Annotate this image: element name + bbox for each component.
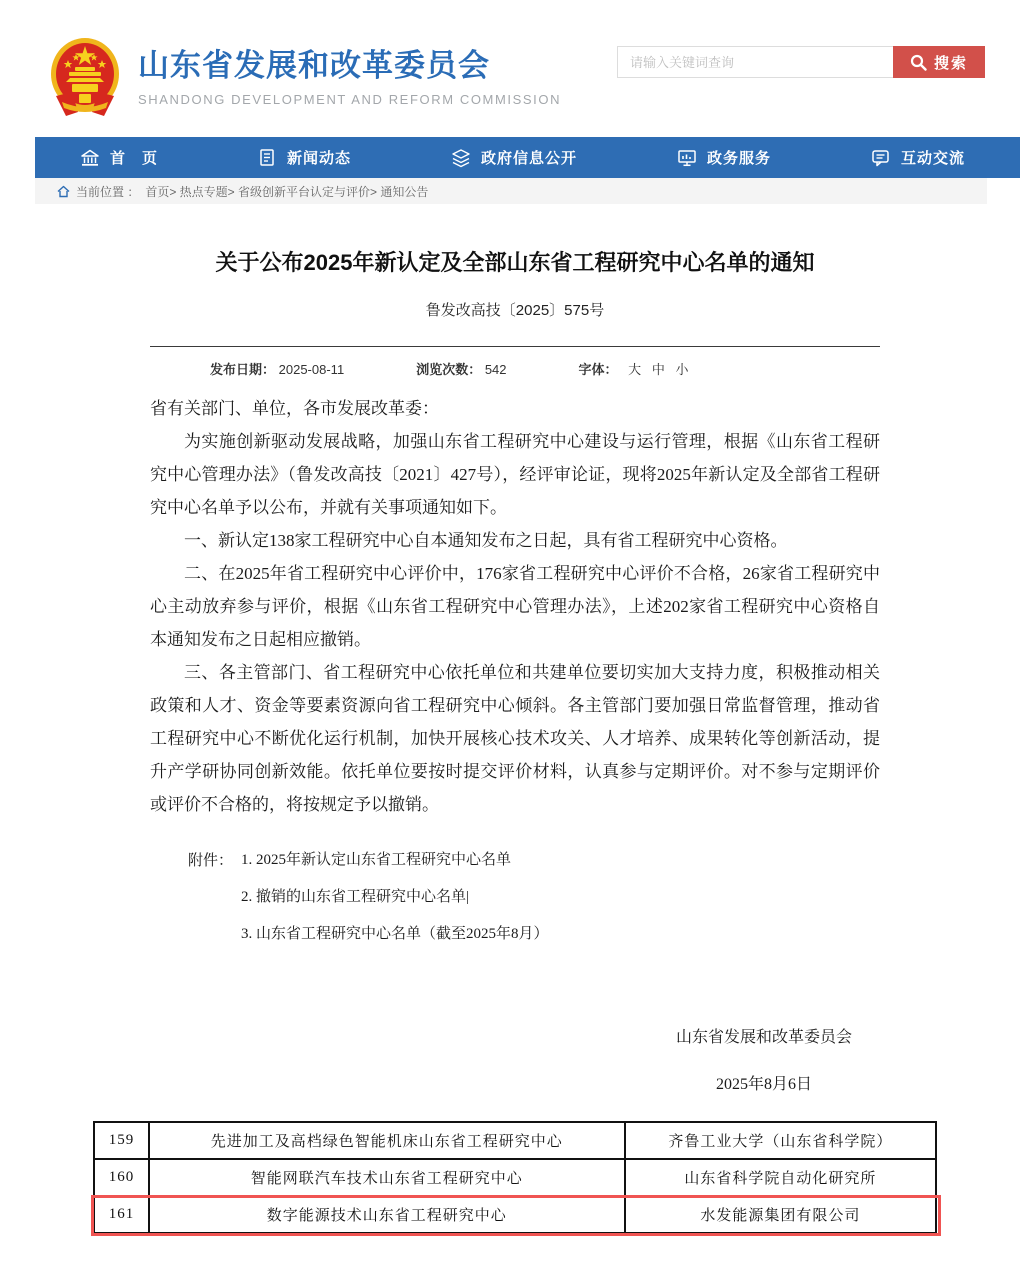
- organization-cell: 山东省科学院自动化研究所: [626, 1160, 937, 1197]
- salutation: 省有关部门、单位，各市发展改革委：: [150, 399, 439, 418]
- china-national-emblem-icon: [48, 36, 122, 118]
- row-number-cell: 159: [95, 1123, 150, 1160]
- table-row: [95, 1160, 937, 1197]
- views-label: 浏览次数：: [416, 362, 482, 377]
- paragraph: 三、各主管部门、省工程研究中心依托单位和共建单位要切实加大支持力度，积极推动相关政策和人才、资金等要素资源向省工程研究中心倾斜。各主管部门要加强日常监督管理，推动省工程研究中心不断优化运行机制，加快开展核心技术攻关、人才培养、成果转化等创新活动，提升产学研协同创新效能。依托单位要按时提交评价材料，认真参与定期评价。对不参与定期评价或评价不合格的，将按规定予以撤销。: [150, 663, 880, 814]
- publish-date-value: 2025-08-11: [278, 362, 345, 377]
- font-size-medium[interactable]: 中: [651, 362, 665, 377]
- attachment-link[interactable]: 2. 撤销的山东省工程研究中心名单|: [241, 889, 470, 905]
- site-logo[interactable]: [48, 36, 122, 118]
- breadcrumb-path[interactable]: 首页> 热点专题> 省级创新平台认定与评价> 通知公告: [145, 184, 429, 199]
- attachments-label: 附件：: [188, 853, 234, 869]
- views-value: 542: [484, 362, 507, 377]
- chat-icon: [871, 148, 891, 168]
- table-row: [95, 1123, 937, 1160]
- nav-item-label: 政务服务: [706, 150, 771, 167]
- organization-cell: 齐鲁工业大学（山东省科学院）: [626, 1123, 937, 1160]
- attachment-link[interactable]: 1. 2025年新认定山东省工程研究中心名单: [241, 852, 512, 868]
- font-size-large[interactable]: 大: [628, 362, 642, 377]
- site-title: 山东省发展和改革委员会: [138, 48, 490, 83]
- home-icon: [57, 185, 70, 198]
- signature-date: 2025年8月6日: [715, 1076, 812, 1093]
- nav-item-label: 首 页: [110, 150, 159, 167]
- main-nav: [35, 137, 1020, 178]
- center-name-cell: 先进加工及高档绿色智能机床山东省工程研究中心: [150, 1123, 626, 1160]
- attachments: [150, 849, 880, 960]
- search-button[interactable]: [893, 46, 985, 78]
- breadcrumb: [35, 178, 987, 204]
- table-row-highlighted: [95, 1197, 937, 1234]
- font-size-small[interactable]: 小: [675, 362, 689, 377]
- breadcrumb-label: 当前位置 ：: [76, 184, 140, 199]
- search-button-label: 搜索: [933, 54, 968, 72]
- center-list-table: [93, 1121, 937, 1234]
- article-title: 关于公布2025年新认定及全部山东省工程研究中心名单的通知: [215, 250, 815, 275]
- row-number-cell: 161: [95, 1197, 150, 1234]
- center-name-cell: 数字能源技术山东省工程研究中心: [150, 1197, 626, 1234]
- center-name-cell: 智能网联汽车技术山东省工程研究中心: [150, 1160, 626, 1197]
- paragraph: 一、新认定138家工程研究中心自本通知发布之日起，具有省工程研究中心资格。: [184, 531, 788, 550]
- nav-item-home[interactable]: [80, 147, 158, 168]
- signature-org: 山东省发展和改革委员会: [675, 1029, 852, 1046]
- article-meta: [150, 359, 880, 378]
- search-icon: [910, 54, 927, 71]
- article-body: [150, 392, 880, 821]
- attachment-link[interactable]: 3. 山东省工程研究中心名单（截至2025年8月）: [241, 926, 549, 942]
- site-header: [0, 0, 1030, 137]
- divider: [150, 346, 880, 347]
- news-document-icon: [258, 148, 277, 167]
- monitor-icon: [677, 148, 697, 168]
- nav-item-label: 互动交流: [900, 150, 965, 167]
- nav-item-label: 政府信息公开: [480, 150, 577, 167]
- search-input[interactable]: [617, 46, 893, 78]
- site-search: [617, 46, 985, 78]
- document-number: 鲁发改高技〔2025〕575号: [425, 302, 605, 319]
- row-number-cell: 160: [95, 1160, 150, 1197]
- publish-date-label: 发布日期：: [210, 362, 276, 377]
- site-subtitle: SHANDONG DEVELOPMENT AND REFORM COMMISSION: [138, 92, 562, 107]
- paragraph: 为实施创新驱动发展战略，加强山东省工程研究中心建设与运行管理，根据《山东省工程研究中心管理办法》（鲁发改高技〔2021〕427号），经评审论证，现将2025年新认定及全部省工程研究中心名单予以公布，并就有关事项通知如下。: [150, 432, 880, 517]
- layers-icon: [451, 148, 471, 168]
- paragraph: 二、在2025年省工程研究中心评价中，176家省工程研究中心评价不合格，26家省工程研究中心主动放弃参与评价，根据《山东省工程研究中心管理办法》，上述202家省工程研究中心资格自本通知发布之日起相应撤销。: [150, 564, 880, 649]
- nav-item-interaction[interactable]: [871, 147, 965, 168]
- nav-item-gov-info[interactable]: [451, 147, 577, 168]
- notice-article: [150, 246, 880, 1094]
- signature-block: [150, 1024, 880, 1094]
- bank-icon: [80, 148, 100, 168]
- organization-cell: 水发能源集团有限公司: [626, 1197, 937, 1234]
- nav-item-news[interactable]: [258, 147, 351, 168]
- nav-item-services[interactable]: [677, 147, 771, 168]
- nav-item-label: 新闻动态: [286, 150, 351, 167]
- font-size-label: 字体：: [578, 362, 618, 377]
